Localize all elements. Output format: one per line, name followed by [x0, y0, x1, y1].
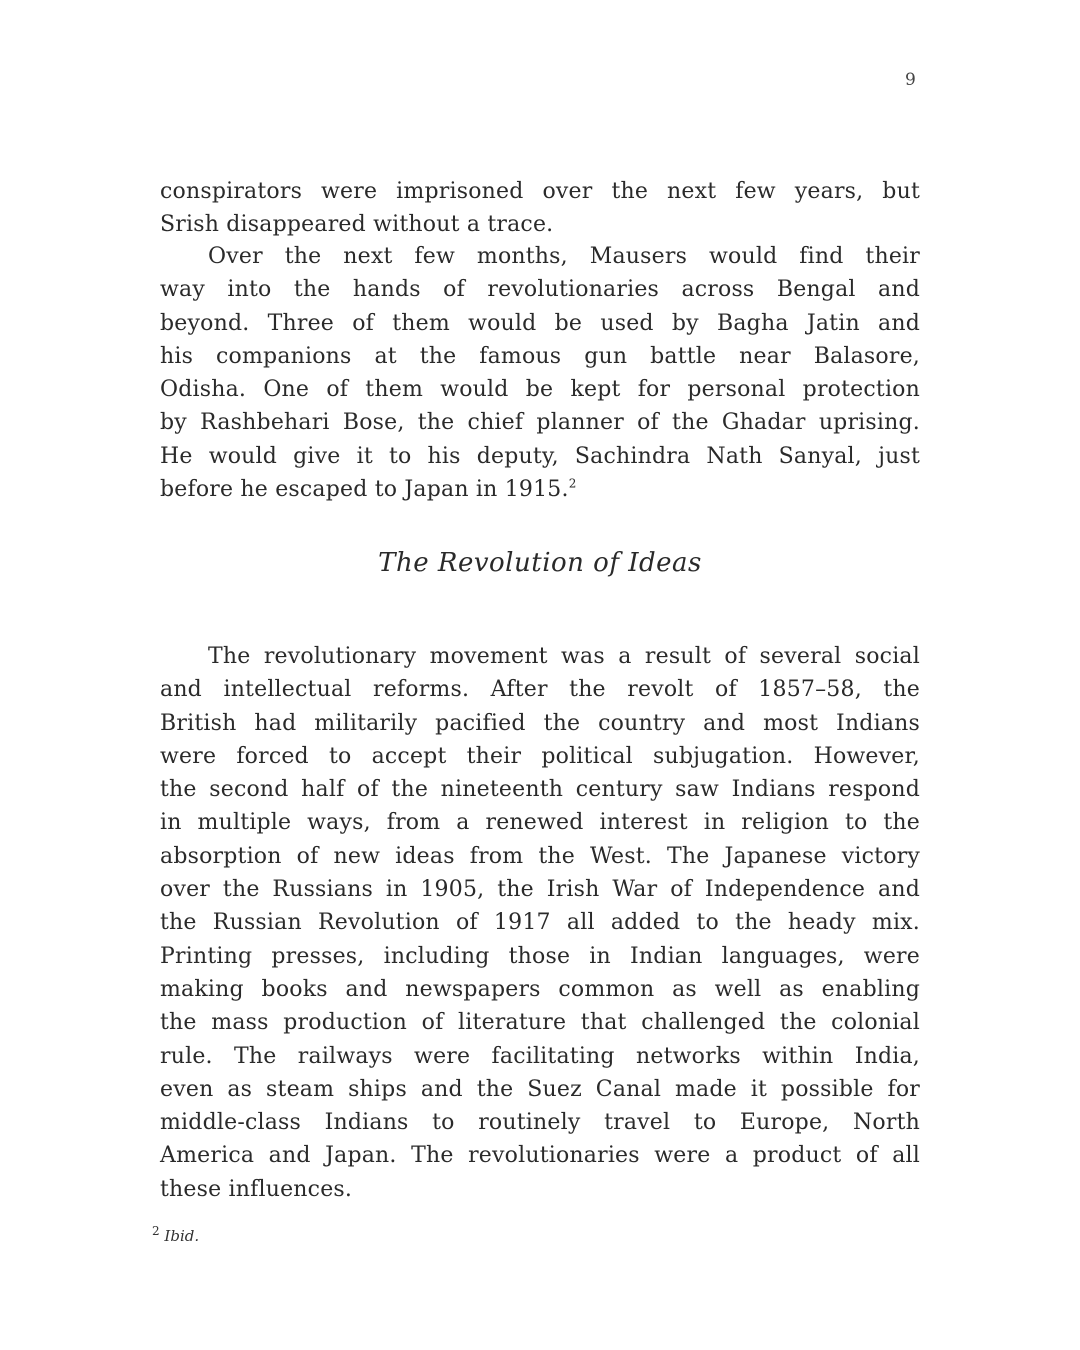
text-line: rule. The railways were facilitating networks within India, [160, 1043, 920, 1069]
text-line: conspirators were imprisoned over the next few years, but [160, 179, 920, 204]
text-line: over the Russians in 1905, the Irish War of Independence and [160, 877, 920, 903]
text-line: and intellectual reforms. After the revolt of 1857–58, the [160, 677, 920, 703]
text-line: absorption of new ideas from the West. The Japanese victory [160, 843, 920, 869]
text-line: British had militarily pacified the country and most Indians [160, 710, 920, 736]
text-line: even as steam ships and the Suez Canal made it possible for [160, 1076, 920, 1102]
text-line: the mass production of literature that challenged the colonial [160, 1010, 920, 1036]
text-line: beyond. Three of them would be used by Bagha Jatin and [160, 310, 920, 336]
text-line: by Rashbehari Bose, the chief planner of the Ghadar uprising. [160, 410, 920, 436]
section-heading: The Revolution of Ideas [378, 548, 702, 578]
footnote-reference: 2 [568, 476, 577, 491]
text-line: in multiple ways, from a renewed interest in religion to the [160, 810, 920, 836]
text-line: Printing presses, including those in Indian languages, were [160, 943, 920, 969]
text-line: the Russian Revolution of 1917 all added to the heady mix. [160, 910, 920, 936]
text-line: Srish disappeared without a trace. [160, 212, 554, 238]
text-line: Odisha. One of them would be kept for personal protection [160, 377, 920, 403]
text-line-last [160, 473, 920, 506]
text-line: his companions at the famous gun battle near Balasore, [160, 343, 920, 369]
text-line: The revolutionary movement was a result of several social [208, 644, 920, 669]
text-line: were forced to accept their political subjugation. However, [160, 743, 920, 769]
text-line: the second half of the nineteenth century saw Indians respond [160, 777, 920, 803]
mausers-paragraph [160, 240, 920, 506]
page-number: 9 [905, 70, 916, 90]
continuation-paragraph [160, 175, 920, 242]
text-line: before he escaped to Japan in 1915. [160, 477, 569, 503]
text-line: making books and newspapers common as well as enabling [160, 976, 920, 1002]
footnote [152, 1224, 200, 1245]
text-line: these influences. [160, 1176, 353, 1202]
text-line: middle-class Indians to routinely travel to Europe, North [160, 1110, 920, 1136]
text-line: Over the next few months, Mausers would find their [208, 244, 920, 269]
footnote-text: Ibid. [164, 1227, 200, 1245]
revolution-paragraph [160, 640, 920, 1206]
footnote-marker: 2 [152, 1224, 160, 1238]
text-line: way into the hands of revolutionaries across Bengal and [160, 277, 920, 303]
text-line: He would give it to his deputy, Sachindra Nath Sanyal, just [160, 443, 920, 469]
text-line: America and Japan. The revolutionaries were a product of all [160, 1143, 920, 1169]
